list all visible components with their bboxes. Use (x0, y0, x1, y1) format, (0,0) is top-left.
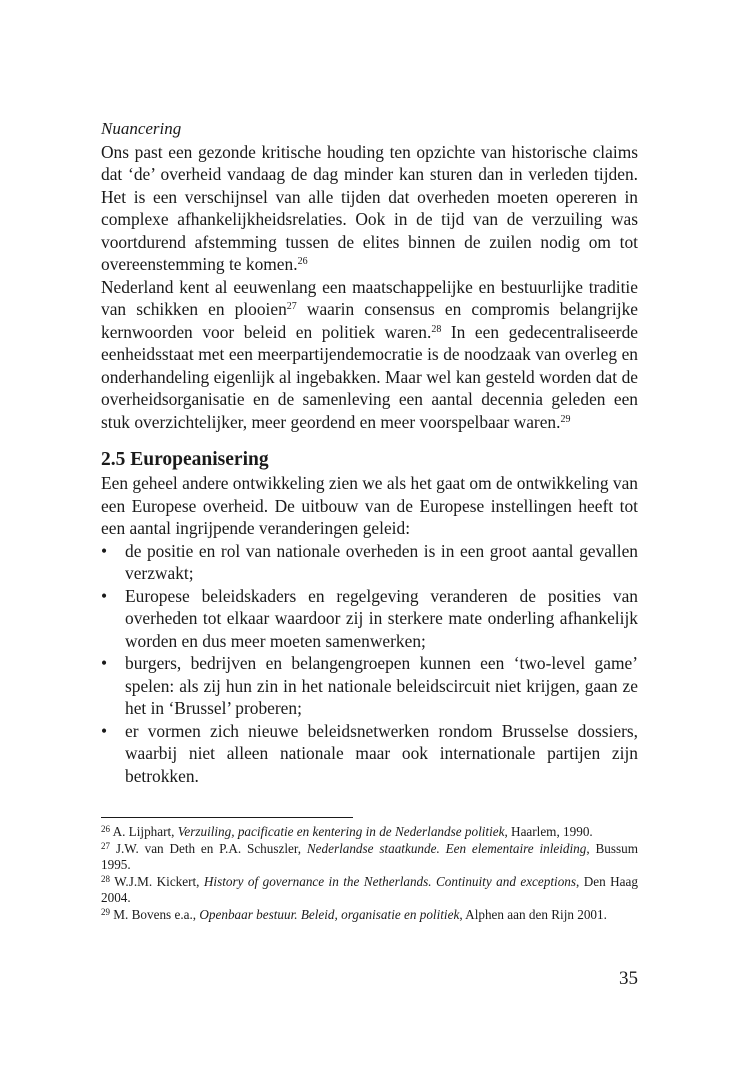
footnote-ref-29[interactable]: 29 (560, 413, 571, 425)
page-number: 35 (619, 968, 638, 989)
footnote-title: History of governance in the Netherlands. Continuity and exceptions (203, 873, 577, 889)
bullet-icon: • (101, 720, 108, 741)
footnote-author: A. Lijphart, (110, 824, 178, 839)
footnote-author: J.W. van Deth en P.A. Schuszler, (110, 840, 307, 856)
paragraph-text: Ons past een gezonde kritische houding ten opzichte van historische claims dat ‘de’ overheid vandaag de dag minder kan sturen dan in verleden tijden. Het is een verschijnsel van alle tijden dat overheden moeten opereren in complexe afhankelijkheidsrelaties. Ook in de tijd van de verzuiling was voortdurend afstemming tussen de elites binnen de zuilen nodig om tot overeenstemming te komen. (101, 141, 638, 274)
footnotes (101, 824, 638, 923)
bullet-icon: • (101, 540, 108, 561)
footnote-author: W.J.M. Kickert, (110, 873, 204, 889)
footnote-number: 26 (101, 824, 110, 834)
paragraph-text-part3: In een gedecentraliseerde eenheidsstaat met een meerpartijendemocratie is de noodzaak van overleg en onderhandeling eigenlijk al ingebakken. Maar wel kan gesteld worden dat de overheidsorganisatie en de samenleving een aantal decennia geleden een stuk overzichtelijker, meer geordend en meer voorspelbaar waren. (101, 321, 638, 432)
footnote-ref-27[interactable]: 27 (286, 301, 297, 312)
footnote-publication: , Bussum 1995. (101, 840, 638, 872)
footnote-29 (101, 907, 638, 924)
footnote-27 (101, 841, 638, 874)
footnote-number: 28 (101, 873, 110, 884)
bullet-list (101, 540, 638, 788)
footnote-publication: , Den Haag 2004. (101, 873, 638, 905)
bullet-icon: • (101, 653, 108, 673)
footnote-number: 29 (101, 906, 110, 917)
paragraph-europeanisering-intro: Een geheel andere ontwikkeling zien we als het gaat om de ontwikkeling van een Europese overheid. De uitbouw van de Europese instellingen heeft tot een aantal ingrijpende veranderingen geleid: (101, 473, 638, 538)
list-item (101, 585, 638, 653)
footnote-divider (101, 817, 353, 818)
paragraph-nuancering-1 (101, 141, 638, 276)
footnote-28 (101, 874, 638, 907)
list-item-text: de positie en rol van nationale overheden is in een groot aantal gevallen verzwakt; (125, 540, 638, 583)
bullet-icon: • (101, 585, 108, 606)
list-item-text: burgers, bedrijven en belangengroepen kunnen een ‘two-level game’ spelen: als zij hun zin in het nationale beleidscircuit niet krijgen, gaan ze het in ‘Brussel’ proberen; (125, 653, 638, 718)
footnote-publication: , Haarlem, 1990. (504, 824, 593, 839)
footnote-author: M. Bovens e.a., (110, 906, 200, 922)
footnote-title: Nederlandse staatkunde. Een elementaire inleiding (306, 840, 587, 856)
footnote-publication: , Alphen aan den Rijn 2001. (459, 906, 607, 922)
paragraph-nuancering-2 (101, 276, 638, 434)
footnote-number: 27 (101, 840, 110, 851)
footnote-title: Verzuiling, pacificatie en kentering in de Nederlandse politiek (177, 824, 505, 839)
footnote-ref-26[interactable]: 26 (297, 256, 308, 267)
footnote-26 (101, 824, 638, 841)
list-item (101, 540, 638, 585)
footnote-ref-28[interactable]: 28 (431, 323, 442, 335)
paragraph-text-part1: Nederland kent al eeuwenlang een maatschappelijke en bestuurlijke traditie van schikken en plooien (101, 276, 638, 319)
section-heading-europeanisering: 2.5 Europeanisering (101, 449, 269, 470)
list-item-text: er vormen zich nieuwe beleidsnetwerken rondom Brusselse dossiers, waarbij niet alleen nationale maar ook internationale partijen zijn betrokken. (125, 720, 638, 786)
subheading-nuancering: Nuancering (101, 119, 182, 138)
page-body (101, 118, 638, 923)
list-item-text: Europese beleidskaders en regelgeving veranderen de posities van overheden tot elkaar waardoor zij in sterkere mate onderling afhankelijk worden en dus meer moeten samenwerken; (125, 585, 638, 651)
list-item (101, 652, 638, 720)
footnote-title: Openbaar bestuur. Beleid, organisatie en politiek (199, 906, 460, 922)
list-item (101, 720, 638, 788)
paragraph-text-part2: waarin consensus en compromis belangrijke kernwoorden voor beleid en politiek waren. (101, 299, 638, 342)
